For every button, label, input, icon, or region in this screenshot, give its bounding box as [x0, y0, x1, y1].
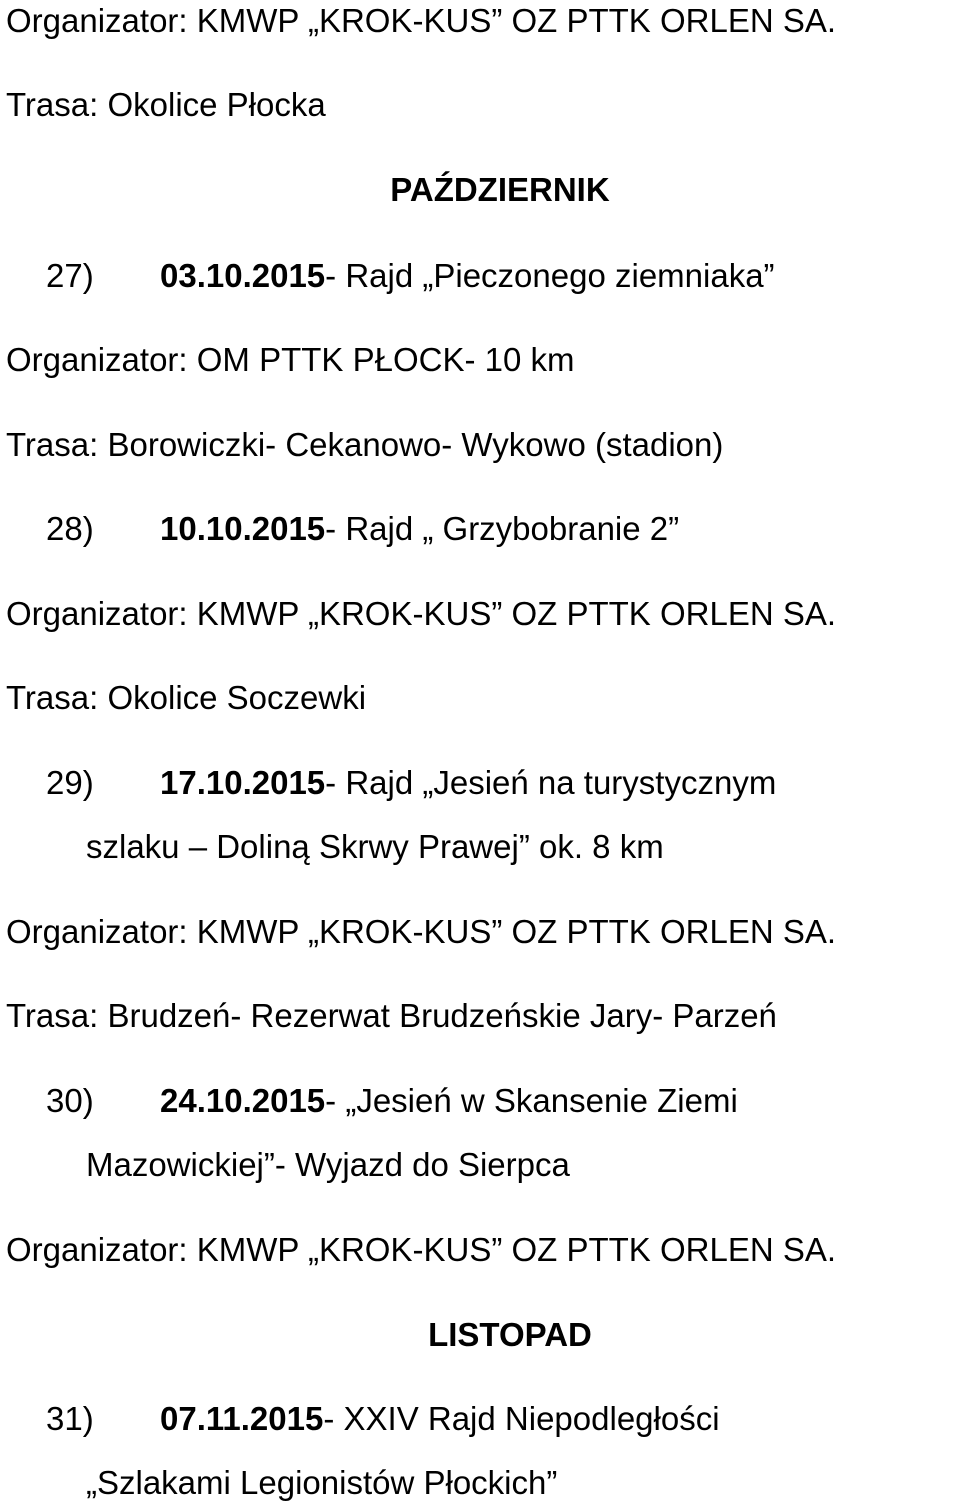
event-date: 07.11.2015	[160, 1400, 324, 1437]
event-title: - Rajd „ Grzybobranie 2”	[325, 510, 680, 547]
event-date: 03.10.2015	[160, 257, 326, 294]
event-date: 10.10.2015	[160, 510, 326, 547]
event-heading	[160, 1084, 738, 1117]
event-heading	[160, 259, 775, 292]
organizer-line: Organizator: KMWP „KROK-KUS” OZ PTTK ORLEN SA.	[6, 595, 837, 632]
event-number: 31)	[46, 1400, 94, 1437]
event-number: 29)	[46, 764, 94, 801]
route-line: Trasa: Okolice Soczewki	[6, 679, 367, 716]
event-title: - „Jesień w Skansenie Ziemi	[325, 1082, 738, 1119]
event-number: 30)	[46, 1082, 94, 1119]
event-heading	[160, 512, 679, 545]
month-heading-november: LISTOPAD	[428, 1316, 592, 1353]
event-title: - XXIV Rajd Niepodległości	[323, 1400, 720, 1437]
event-date: 24.10.2015	[160, 1082, 326, 1119]
route-line: Trasa: Borowiczki- Cekanowo- Wykowo (stadion)	[6, 426, 724, 463]
month-heading-october: PAŹDZIERNIK	[390, 171, 610, 208]
event-number: 28)	[46, 510, 94, 547]
organizer-line: Organizator: KMWP „KROK-KUS” OZ PTTK ORLEN SA.	[6, 913, 837, 950]
event-title-continued: szlaku – Doliną Skrwy Prawej” ok. 8 km	[86, 828, 664, 865]
event-title: - Rajd „Jesień na turystycznym	[325, 764, 777, 801]
organizer-line: Organizator: KMWP „KROK-KUS” OZ PTTK ORLEN SA.	[6, 1231, 837, 1268]
event-title-continued: Mazowickiej”- Wyjazd do Sierpca	[86, 1146, 570, 1183]
organizer-line: Organizator: OM PTTK PŁOCK- 10 km	[6, 341, 575, 378]
event-heading	[160, 766, 776, 799]
route-line: Trasa: Brudzeń- Rezerwat Brudzeńskie Jary- Parzeń	[6, 997, 777, 1034]
organizer-line: Organizator: KMWP „KROK-KUS” OZ PTTK ORLEN SA.	[6, 2, 837, 39]
event-heading	[160, 1402, 720, 1435]
event-date: 17.10.2015	[160, 764, 326, 801]
event-number: 27)	[46, 257, 94, 294]
event-title: - Rajd „Pieczonego ziemniaka”	[325, 257, 775, 294]
event-title-continued: „Szlakami Legionistów Płockich”	[86, 1464, 558, 1501]
route-line: Trasa: Okolice Płocka	[6, 86, 326, 123]
